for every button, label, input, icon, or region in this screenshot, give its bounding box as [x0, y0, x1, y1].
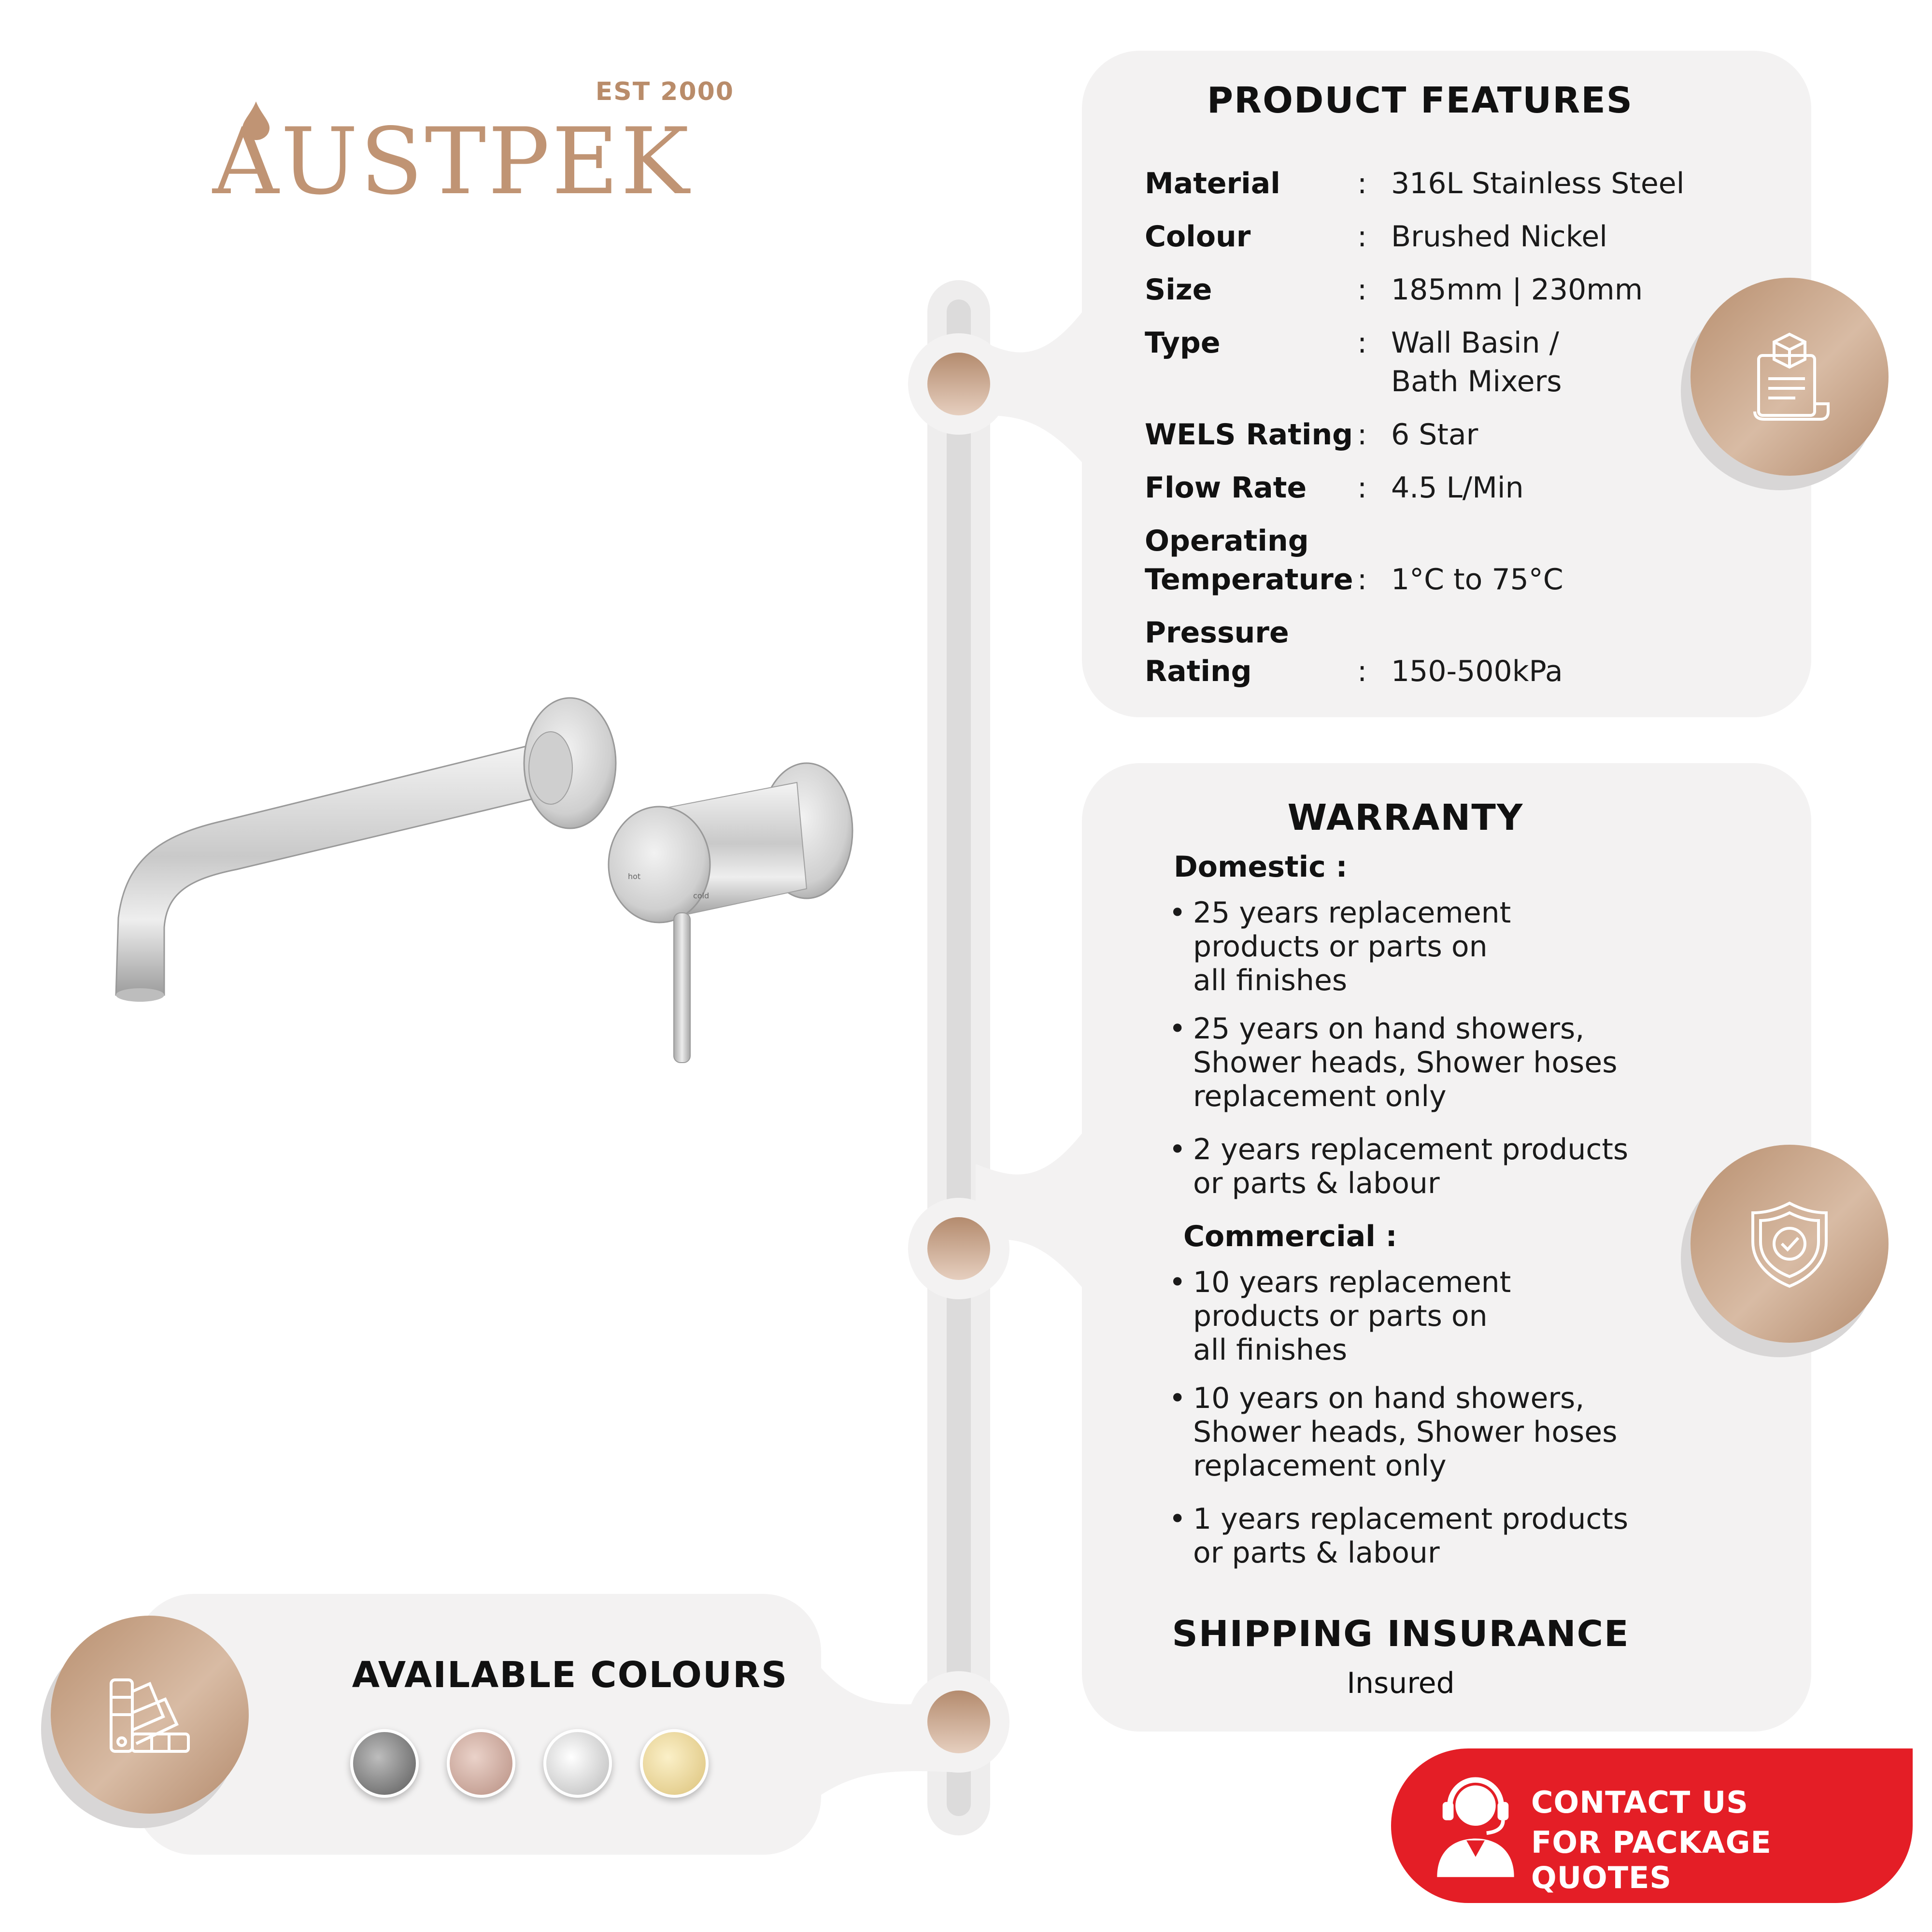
warranty-line: replacement only: [1193, 1080, 1447, 1113]
timeline-dot-features: [927, 353, 990, 415]
feature-separator: :: [1357, 326, 1367, 360]
warranty-line: all finishes: [1193, 1333, 1348, 1367]
hot-label: hot: [628, 872, 641, 881]
warranty-line: all finishes: [1193, 964, 1348, 997]
feature-value: Bath Mixers: [1391, 365, 1562, 398]
warranty-line: 10 years on hand showers,: [1193, 1381, 1585, 1415]
product-document-icon: [1741, 328, 1838, 425]
warranty-line: 25 years replacement: [1193, 896, 1511, 930]
feature-separator: :: [1357, 563, 1367, 597]
warranty-title: WARRANTY: [1287, 797, 1524, 838]
contact-line-2: FOR PACKAGE QUOTES: [1531, 1825, 1772, 1895]
warranty-line: Shower heads, Shower hoses: [1193, 1415, 1618, 1449]
cold-label: cold: [693, 891, 710, 900]
feature-value: Brushed Nickel: [1391, 220, 1607, 254]
domestic-heading: Domestic :: [1174, 850, 1348, 884]
logo-brand: AUSTPEK: [213, 108, 691, 215]
feature-label: Operating: [1145, 524, 1309, 558]
warranty-panel: WARRANTY Domestic : • 25 years replacement products or parts on all finishes • 25 years on hand showers, Shower heads, Shower hoses replacement only • 2 years replacement products or parts & labour Commercial : • 10 years replacement products or parts on all finishes • 10 years on hand showers, Shower heads, Shower hoses replacement only • 1 years replacement products or parts & labour SHIPPING INSURANCE Insured: [1082, 763, 1811, 1732]
feature-label: Colour: [1145, 220, 1251, 254]
commercial-heading: Commercial :: [1183, 1220, 1397, 1253]
feature-value: 316L Stainless Steel: [1391, 167, 1685, 200]
brand-logo: [213, 77, 734, 215]
support-agent-icon: [1430, 1773, 1521, 1879]
shield-check-icon: [1741, 1195, 1838, 1292]
feature-separator: :: [1357, 167, 1367, 200]
feature-label: Temperature: [1145, 563, 1353, 597]
features-title: PRODUCT FEATURES: [1207, 80, 1634, 121]
colour-swatch-brushed-gold[interactable]: [640, 1729, 709, 1798]
warranty-line: 1 years replacement products: [1193, 1502, 1629, 1536]
colour-swatch-chrome[interactable]: [543, 1729, 612, 1798]
warranty-line: 2 years replacement products: [1193, 1133, 1629, 1166]
colour-palette-icon: [101, 1666, 198, 1763]
warranty-line: products or parts on: [1193, 930, 1488, 964]
contact-button[interactable]: [1391, 1748, 1913, 1903]
warranty-line: Shower heads, Shower hoses: [1193, 1046, 1618, 1080]
feature-value: 6 Star: [1391, 418, 1478, 452]
feature-label: WELS Rating: [1145, 418, 1353, 452]
feature-value: 1°C to 75°C: [1391, 563, 1563, 597]
colours-icon-circle: [51, 1616, 249, 1814]
warranty-line: 25 years on hand showers,: [1193, 1012, 1585, 1046]
warranty-line: products or parts on: [1193, 1299, 1488, 1333]
feature-value: 185mm | 230mm: [1391, 273, 1643, 307]
colour-swatch-rose-gold[interactable]: [447, 1729, 515, 1798]
feature-label: Rating: [1145, 654, 1252, 688]
features-icon-circle: [1690, 278, 1889, 476]
feature-separator: :: [1357, 220, 1367, 254]
logo-est: EST 2000: [595, 77, 734, 106]
timeline-dot-warranty: [927, 1217, 990, 1280]
shipping-value: Insured: [1347, 1666, 1455, 1700]
faucet-product-image: [63, 686, 884, 1121]
feature-separator: :: [1357, 654, 1367, 688]
colours-title: AVAILABLE COLOURS: [352, 1654, 788, 1696]
warranty-line: or parts & labour: [1193, 1536, 1440, 1570]
feature-label: Size: [1145, 273, 1212, 307]
feature-separator: :: [1357, 471, 1367, 505]
shipping-title: SHIPPING INSURANCE: [1172, 1613, 1630, 1655]
feature-label: Type: [1145, 326, 1221, 360]
timeline-dot-colours: [927, 1690, 990, 1753]
feature-value: 150-500kPa: [1391, 654, 1563, 688]
feature-label: Pressure: [1145, 616, 1289, 650]
colour-swatch-gunmetal[interactable]: [350, 1729, 419, 1798]
contact-line-1: CONTACT US: [1531, 1785, 1748, 1820]
feature-separator: :: [1357, 273, 1367, 307]
feature-value: Wall Basin /: [1391, 326, 1559, 360]
feature-value: 4.5 L/Min: [1391, 471, 1524, 505]
warranty-icon-circle: [1690, 1145, 1889, 1343]
feature-separator: :: [1357, 418, 1367, 452]
warranty-line: replacement only: [1193, 1449, 1447, 1483]
warranty-line: or parts & labour: [1193, 1166, 1440, 1200]
feature-label: Flow Rate: [1145, 471, 1307, 505]
warranty-line: 10 years replacement: [1193, 1265, 1511, 1299]
feature-label: Material: [1145, 167, 1280, 200]
